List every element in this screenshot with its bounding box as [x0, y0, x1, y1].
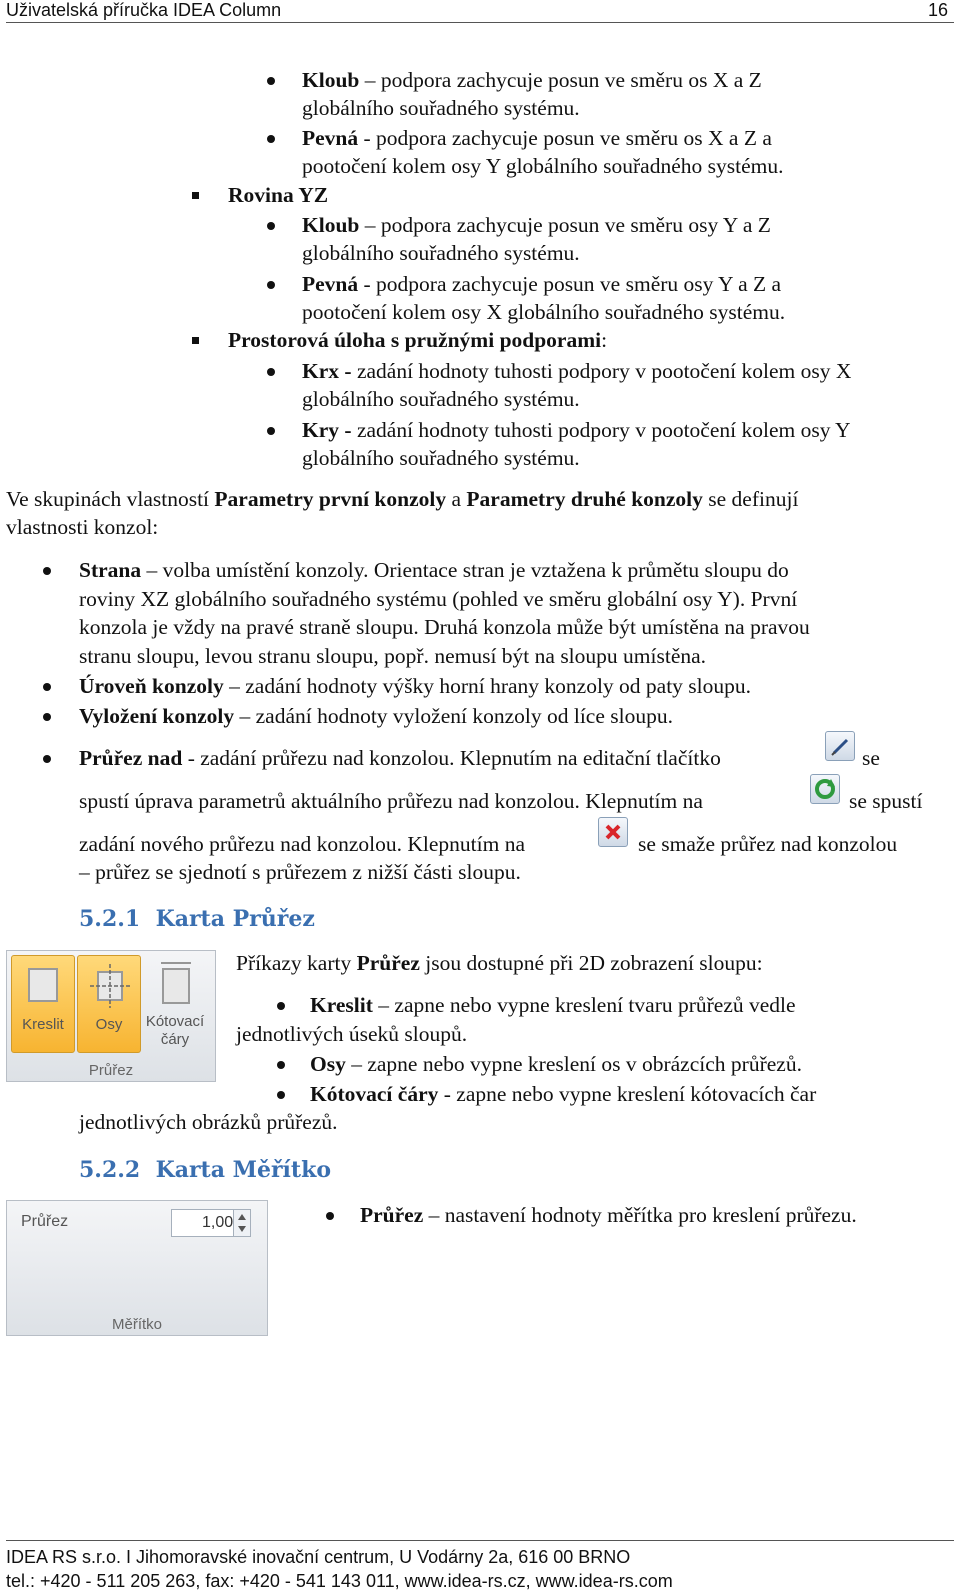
- section-heading-karta-meritko: 5.2.2 Karta Měřítko: [79, 1157, 331, 1183]
- list-item-cont: globálního souřadného systému.: [302, 446, 580, 470]
- list-item-prurez-meritko: Průřez – nastavení hodnoty měřítka pro kreslení průřezu.: [360, 1203, 857, 1227]
- new-section-button[interactable]: [810, 774, 840, 804]
- list-item-cont: globálního souřadného systému.: [302, 387, 580, 411]
- bullet: [43, 683, 51, 691]
- bullet: [43, 713, 51, 721]
- ribbon-button-osy[interactable]: Osy: [77, 955, 141, 1053]
- ribbon-group-prurez: [6, 950, 216, 1082]
- bullet: [43, 567, 51, 575]
- list-item: Krx - zadání hodnoty tuhosti podpory v pootočení kolem osy X: [302, 359, 852, 383]
- up-down-arrows-icon: [234, 1210, 250, 1236]
- bullet: [43, 755, 51, 763]
- document-title: Uživatelská příručka IDEA Column: [6, 0, 282, 20]
- bullet: [267, 77, 275, 85]
- delete-x-icon: [599, 818, 627, 846]
- page-footer: [6, 1540, 954, 1593]
- page-header: [6, 0, 954, 23]
- bullet: [277, 1002, 285, 1010]
- section-outline-icon: [28, 968, 58, 1002]
- section-heading-karta-prurez: 5.2.1 Karta Průřez: [79, 906, 315, 932]
- list-item-kotovaci: Kótovací čáry - zapne nebo vypne kreslení kótovacích čar: [310, 1082, 817, 1106]
- list-item: Kloub – podpora zachycuje posun ve směru os X a Z: [302, 68, 762, 92]
- axes-icon: [90, 964, 130, 1008]
- footer-contact: tel.: +420 - 511 205 263, fax: +420 - 541 143 011, www.idea-rs.cz, www.idea-rs.com: [6, 1571, 673, 1591]
- ribbon-group-label: Průřez: [88, 1062, 134, 1079]
- list-item: Kloub – podpora zachycuje posun ve směru osy Y a Z: [302, 213, 771, 237]
- list-item-uroven: Úroveň konzoly – zadání hodnoty výšky horní hrany konzoly od paty sloupu.: [79, 674, 752, 698]
- ribbon-group-label: Měřítko: [111, 1316, 162, 1333]
- bullet: [267, 368, 275, 376]
- bullet: [277, 1091, 285, 1099]
- list-item: Kry - zadání hodnoty tuhosti podpory v pootočení kolem osy Y: [302, 418, 851, 442]
- delete-section-button[interactable]: [598, 817, 628, 847]
- dimension-lines-icon: [157, 959, 195, 1007]
- ribbon-group-meritko: [6, 1200, 268, 1336]
- bullet: [267, 281, 275, 289]
- bullet: [326, 1212, 334, 1220]
- pencil-icon: [826, 732, 854, 760]
- list-item: Pevná - podpora zachycuje posun ve směru osy Y a Z a: [302, 272, 782, 296]
- ribbon-button-kotovaci-cary[interactable]: Kótovací čáry: [143, 955, 207, 1053]
- list-item-cont: globálního souřadného systému.: [302, 96, 580, 120]
- list-item: Pevná - podpora zachycuje posun ve směru os X a Z a: [302, 126, 772, 150]
- page-number: 16: [927, 0, 948, 20]
- list-item-cont: pootočení kolem osy X globálního souřadného systému.: [302, 300, 786, 324]
- subheading-prostorova: Prostorová úloha s pružnými podporami:: [228, 328, 608, 352]
- list-item-vylozeni: Vyložení konzoly – zadání hodnoty vyložení konzoly od líce sloupu.: [79, 704, 673, 728]
- bullet: [267, 222, 275, 230]
- square-bullet: [192, 192, 199, 199]
- list-item-strana: Strana – volba umístění konzoly. Orientace stran je vztažena k průmětu sloupu do: [79, 558, 789, 582]
- ribbon-button-kreslit[interactable]: Kreslit: [11, 955, 75, 1053]
- scale-label: Průřez: [21, 1213, 69, 1230]
- list-item-osy: Osy – zapne nebo vypne kreslení os v obrázcích průřezů.: [310, 1052, 802, 1076]
- scale-value: 1,00: [202, 1214, 234, 1231]
- subheading-rovina-yz: Rovina YZ: [228, 183, 329, 207]
- bullet: [277, 1061, 285, 1069]
- list-item-kreslit: Kreslit – zapne nebo vypne kreslení tvaru průřezů vedle: [310, 993, 796, 1017]
- list-item-cont: pootočení kolem osy Y globálního souřadného systému.: [302, 154, 784, 178]
- list-item-prurez-nad: Průřez nad - zadání průřezu nad konzolou. Klepnutím na editační tlačítko: [79, 746, 721, 770]
- square-bullet: [192, 337, 199, 344]
- spinner-arrows[interactable]: [233, 1210, 250, 1236]
- scale-spinner[interactable]: [171, 1209, 251, 1237]
- bullet: [267, 135, 275, 143]
- edit-section-button[interactable]: [825, 731, 855, 761]
- list-item-cont: globálního souřadného systému.: [302, 241, 580, 265]
- bullet: [267, 427, 275, 435]
- footer-address: IDEA RS s.r.o. I Jihomoravské inovační centrum, U Vodárny 2a, 616 00 BRNO: [6, 1547, 631, 1567]
- refresh-icon: [811, 775, 839, 803]
